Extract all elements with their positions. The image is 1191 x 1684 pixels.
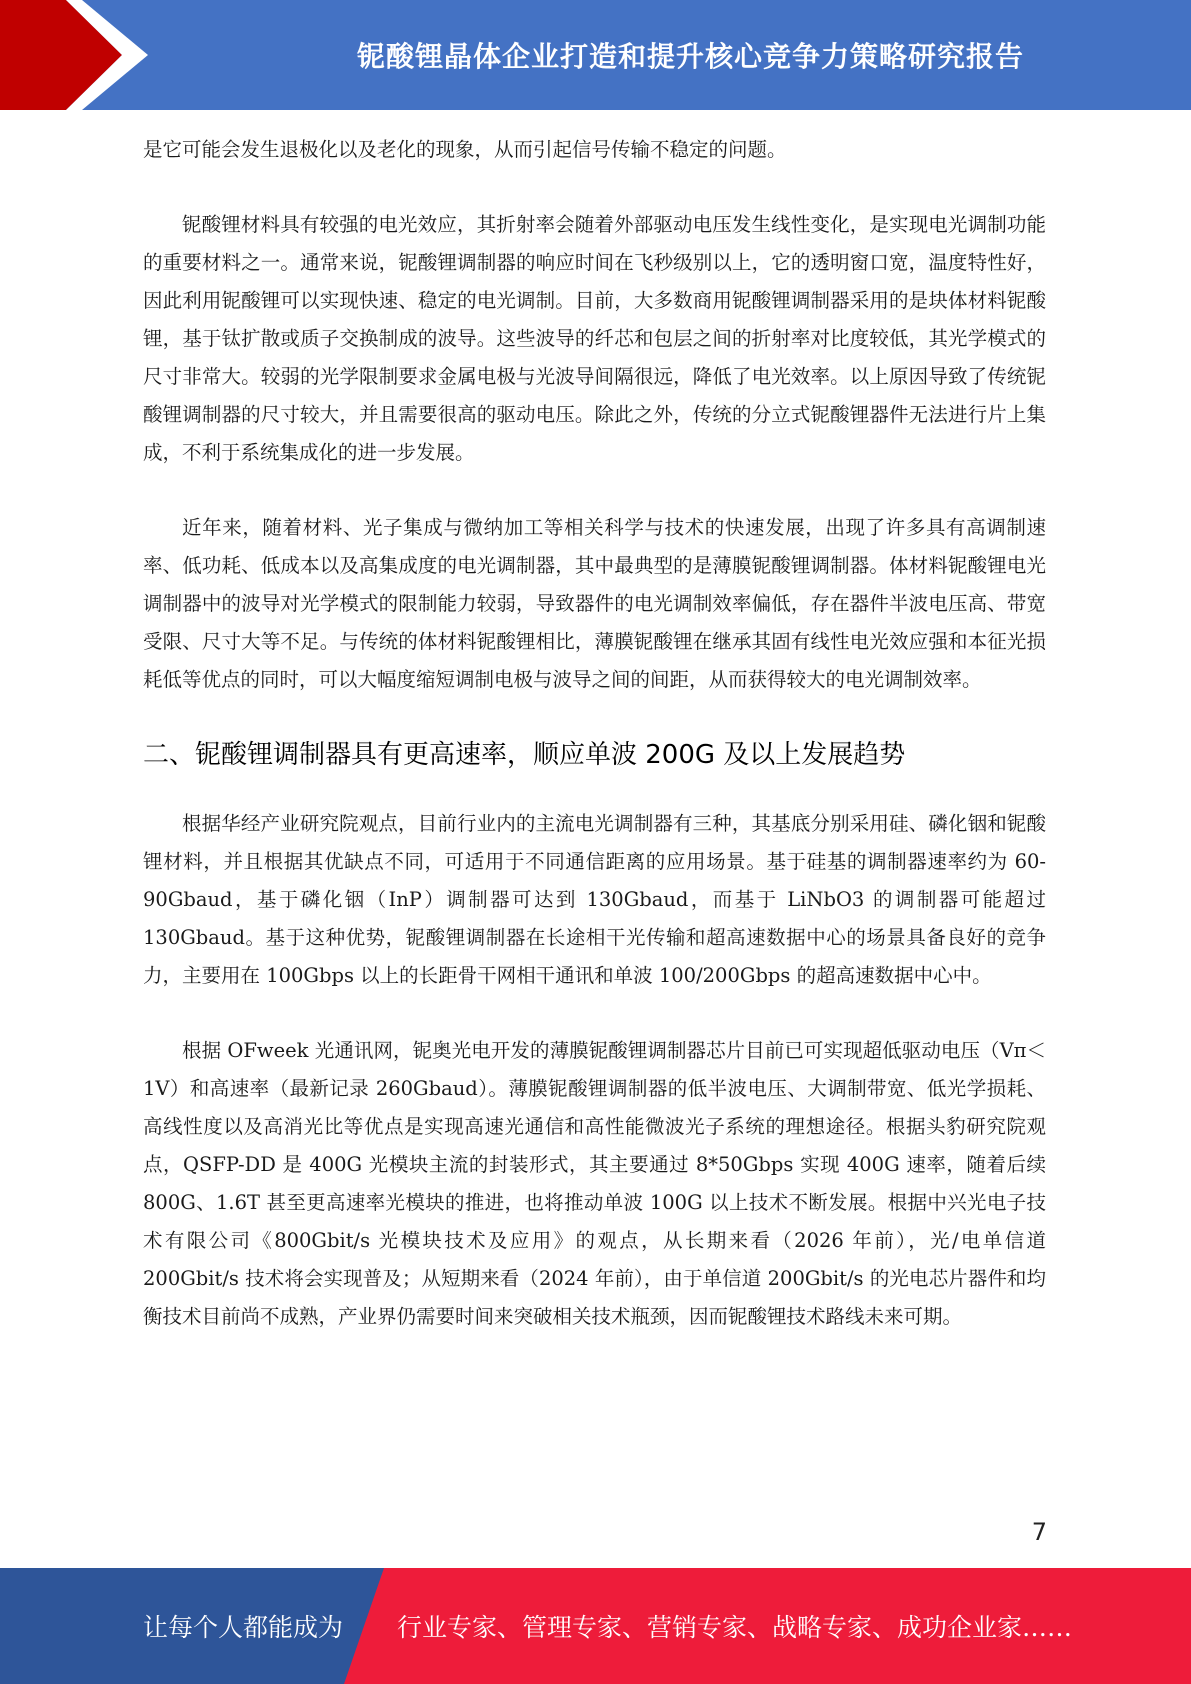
paragraph-continued: 是它可能会发生退极化以及老化的现象，从而引起信号传输不稳定的问题。 — [143, 138, 787, 161]
header-band — [0, 0, 1191, 110]
document-title: 铌酸锂晶体企业打造和提升核心竞争力策略研究报告 — [356, 40, 1024, 73]
paragraph-thin-film-modulator: 近年来，随着材料、光子集成与微纳加工等相关科学与技术的快速发展，出现了许多具有高调制速率、低功耗、低成本以及高集成度的电光调制器，其中最典型的是薄膜铌酸锂调制器。体材料铌酸锂电光调制器中的波导对光学模式的限制能力较弱，导致器件的电光调制效率偏低，存在器件半波电压高、带宽受限、尺寸大等不足。与传统的体材料铌酸锂相比，薄膜铌酸锂在继承其固有线性电光效应强和本征光损耗低等优点的同时，可以大幅度缩短调制电极与波导之间的间距，从而获得较大的电光调制效率。 — [143, 516, 1046, 691]
paragraph-modulator-types: 根据华经产业研究院观点，目前行业内的主流电光调制器有三种，其基底分别采用硅、磷化铟和铌酸锂材料，并且根据其优缺点不同，可适用于不同通信距离的应用场景。基于硅基的调制器速率约为 60-90Gbaud，基于磷化铟（InP）调制器可达到 130Gbaud，而基于 LiNbO3 的调制器可能超过 130Gbaud。基于这种优势，铌酸锂调制器在长途相干光传输和超高速数据中心的场景具备良好的竞争力，主要用在 100Gbps 以上的长距骨干网相干通讯和单波 100/200Gbps 的超高速数据中心中。 — [143, 812, 1046, 987]
document-body — [143, 131, 1046, 1336]
footer-slogan-right: 行业专家、管理专家、营销专家、战略专家、成功企业家…… — [397, 1613, 1073, 1642]
footer-band — [0, 1568, 1191, 1684]
page-number: 7 — [1031, 1518, 1047, 1546]
paragraph-ofweek-outlook: 根据 OFweek 光通讯网，铌奥光电开发的薄膜铌酸锂调制器芯片目前已可实现超低驱动电压（Vπ＜1V）和高速率（最新记录 260Gbaud）。薄膜铌酸锂调制器的低半波电压、大调制带宽、低光学损耗、高线性度以及高消光比等优点是实现高速光通信和高性能微波光子系统的理想途径。根据头豹研究院观点，QSFP-DD 是 400G 光模块主流的封装形式，其主要通过 8*50Gbps 实现 400G 速率，随着后续 800G、1.6T 甚至更高速率光模块的推进，也将推动单波 100G 以上技术不断发展。根据中兴光电子技术有限公司《800Gbit/s 光模块技术及应用》的观点，从长期来看（2026 年前），光/电单信道 200Gbit/s 技术将会实现普及；从短期来看（2024 年前），由于单信道 200Gbit/s 的光电芯片器件和均衡技术目前尚不成熟，产业界仍需要时间来突破相关技术瓶颈，因而铌酸锂技术路线未来可期。 — [143, 1039, 1046, 1328]
footer-slogan-left: 让每个人都能成为 — [143, 1613, 344, 1642]
paragraph-electro-optic-effect: 铌酸锂材料具有较强的电光效应，其折射率会随着外部驱动电压发生线性变化，是实现电光调制功能的重要材料之一。通常来说，铌酸锂调制器的响应时间在飞秒级别以上，它的透明窗口宽，温度特性好，因此利用铌酸锂可以实现快速、稳定的电光调制。目前，大多数商用铌酸锂调制器采用的是块体材料铌酸锂，基于钛扩散或质子交换制成的波导。这些波导的纤芯和包层之间的折射率对比度较低，其光学模式的尺寸非常大。较弱的光学限制要求金属电极与光波导间隔很远，降低了电光效率。以上原因导致了传统铌酸锂调制器的尺寸较大，并且需要很高的驱动电压。除此之外，传统的分立式铌酸锂器件无法进行片上集成，不利于系统集成化的进一步发展。 — [143, 213, 1046, 464]
section-heading: 二、铌酸锂调制器具有更高速率，顺应单波 200G 及以上发展趋势 — [143, 740, 906, 770]
chevron-arrow-icon — [0, 0, 160, 110]
